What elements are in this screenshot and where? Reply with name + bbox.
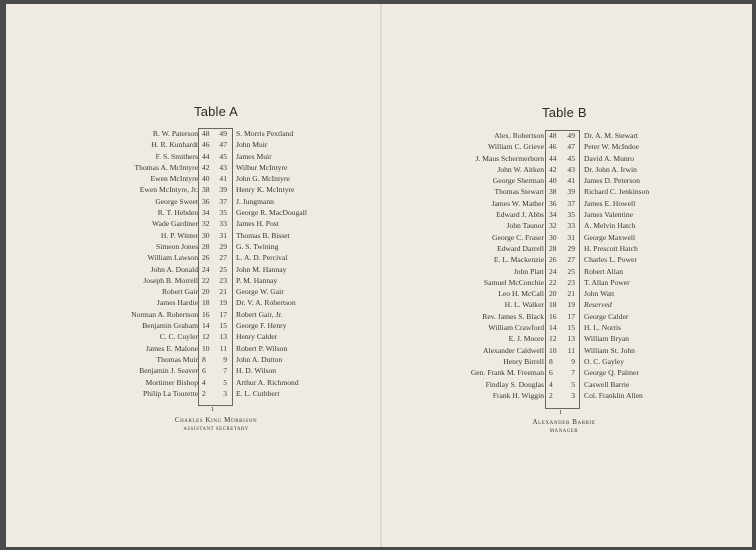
left-name: Edward Darrell xyxy=(496,243,544,253)
right-seat-number: 21 xyxy=(567,289,575,299)
left-seat-number: 40 xyxy=(202,174,210,184)
right-seat-number: 5 xyxy=(223,377,227,387)
right-name: George Maxwell xyxy=(584,232,636,242)
left-seat-number: 46 xyxy=(549,142,557,152)
table-b-bottom-number: 1 xyxy=(559,409,563,416)
left-name: Thomas Stewart xyxy=(494,187,544,197)
right-name: James E. Howell xyxy=(584,198,636,208)
right-name: S. Morris Pextland xyxy=(236,129,294,138)
left-seat-number: 44 xyxy=(549,153,557,163)
left-name: Norman A. Robertson xyxy=(131,309,198,319)
left-seat-number: 42 xyxy=(549,164,557,174)
left-seat-number: 2 xyxy=(549,390,553,400)
table-b-signatory-title: MANAGER xyxy=(549,429,579,434)
left-name: Frank H. Wiggin xyxy=(492,390,544,400)
table-row xyxy=(6,184,380,195)
left-name: William Lawson xyxy=(147,253,198,263)
left-name: Henry Birrell xyxy=(503,356,544,366)
right-seat-number: 23 xyxy=(567,277,575,287)
right-seat-number: 3 xyxy=(223,388,227,398)
left-name: Samuel McConchie xyxy=(483,277,544,287)
right-name: O. C. Gayley xyxy=(584,356,625,366)
left-seat-number: 18 xyxy=(549,300,557,310)
table-row xyxy=(382,164,752,175)
right-name: James D. Peterson xyxy=(584,176,640,186)
right-seat-number: 27 xyxy=(219,253,227,263)
right-seat-number: 33 xyxy=(567,221,575,231)
right-seat-number: 21 xyxy=(219,287,227,297)
left-seat-number: 16 xyxy=(202,309,210,319)
right-seat-number: 19 xyxy=(567,300,575,310)
table-a-bottom-number: 1 xyxy=(211,406,215,413)
table-a-title: Table A xyxy=(194,104,239,119)
left-seat-number: 34 xyxy=(549,210,557,220)
right-name: James H. Post xyxy=(236,219,279,229)
left-name: Mortimer Bishop xyxy=(145,377,198,387)
left-seat-number: 4 xyxy=(202,377,206,387)
table-row xyxy=(382,254,752,265)
right-name: John Muir xyxy=(236,140,268,150)
table-row xyxy=(382,345,752,356)
left-name: Ewen McIntyre, Jr. xyxy=(139,185,198,195)
left-name: James W. Mather xyxy=(491,198,544,208)
left-name: William Crawford xyxy=(488,323,544,333)
right-seat-number: 43 xyxy=(567,164,575,174)
left-seat-number: 44 xyxy=(202,151,210,161)
right-name: Reserved xyxy=(584,300,612,310)
left-name: H. L. Walker xyxy=(504,300,544,310)
table-row xyxy=(6,388,380,399)
right-name: Henry Calder xyxy=(236,332,278,342)
left-seat-number: 20 xyxy=(202,287,210,297)
left-name: Robert Gair xyxy=(161,287,198,297)
left-name: Ewen McIntyre xyxy=(150,174,198,184)
right-seat-number: 49 xyxy=(567,131,575,140)
left-seat-number: 46 xyxy=(202,140,210,150)
right-name: E. L. Cuthbert xyxy=(236,388,280,398)
left-name: Thomas Muir xyxy=(156,354,198,364)
right-name: Col. Franklin Allen xyxy=(584,390,643,400)
right-seat-number: 19 xyxy=(219,298,227,308)
right-name: Dr. A. M. Stewart xyxy=(584,131,638,140)
table-row xyxy=(6,230,380,241)
left-seat-number: 24 xyxy=(549,266,557,276)
table-b-title: Table B xyxy=(542,105,587,120)
left-seat-number: 22 xyxy=(549,277,557,287)
right-seat-number: 9 xyxy=(571,356,575,366)
table-row xyxy=(382,141,752,152)
right-seat-number: 45 xyxy=(567,153,575,163)
table-row xyxy=(382,288,752,299)
left-seat-number: 10 xyxy=(549,345,557,355)
left-seat-number: 10 xyxy=(202,343,210,353)
table-a-rows xyxy=(6,128,380,399)
right-name: Robert P. Wilson xyxy=(236,343,288,353)
left-name: William C. Grieve xyxy=(488,142,544,152)
left-seat-number: 2 xyxy=(202,388,206,398)
right-seat-number: 25 xyxy=(219,264,227,274)
left-seat-number: 34 xyxy=(202,208,210,218)
left-seat-number: 18 xyxy=(202,298,210,308)
left-seat-number: 30 xyxy=(549,232,557,242)
table-row xyxy=(382,209,752,220)
left-name: Joseph B. Morrell xyxy=(143,275,198,285)
table-row xyxy=(6,151,380,162)
left-seat-number: 38 xyxy=(202,185,210,195)
left-name: C. C. Cuyler xyxy=(159,332,198,342)
right-name: Arthur A. Richmond xyxy=(236,377,299,387)
left-name: E. L. Mackenzie xyxy=(493,255,544,265)
table-row xyxy=(382,266,752,277)
left-seat-number: 14 xyxy=(549,323,557,333)
right-name: James Muir xyxy=(236,151,272,161)
right-name: Dr. John A. Irwin xyxy=(584,164,637,174)
page-right xyxy=(382,4,752,547)
table-row xyxy=(382,390,752,401)
right-seat-number: 37 xyxy=(567,198,575,208)
table-row xyxy=(6,252,380,263)
left-seat-number: 16 xyxy=(549,311,557,321)
table-row xyxy=(6,331,380,342)
right-name: George Calder xyxy=(584,311,629,321)
left-name: Edward J. Abbs xyxy=(496,210,544,220)
table-row xyxy=(382,243,752,254)
right-name: John G. McIntyre xyxy=(236,174,290,184)
left-name: Gen. Frank M. Freeman xyxy=(470,368,544,378)
table-row xyxy=(6,286,380,297)
right-name: Wilbur McIntyre xyxy=(236,162,288,172)
left-seat-number: 48 xyxy=(549,131,557,140)
right-name: Dr. V. A. Robertson xyxy=(236,298,296,308)
table-row xyxy=(6,297,380,308)
right-seat-number: 31 xyxy=(219,230,227,240)
left-name: George Sweet xyxy=(155,196,198,206)
left-name: Leo H. McCall xyxy=(498,289,544,299)
left-seat-number: 48 xyxy=(202,129,210,138)
left-name: R. T. Hebden xyxy=(157,208,198,218)
table-row xyxy=(382,299,752,310)
table-row xyxy=(6,139,380,150)
table-row xyxy=(6,162,380,173)
right-name: H. Prescott Hatch xyxy=(584,243,638,253)
right-seat-number: 15 xyxy=(567,323,575,333)
right-seat-number: 29 xyxy=(219,241,227,251)
right-seat-number: 31 xyxy=(567,232,575,242)
right-name: George Q. Palmer xyxy=(584,368,639,378)
left-seat-number: 40 xyxy=(549,176,557,186)
left-seat-number: 36 xyxy=(549,198,557,208)
booklet-spread xyxy=(6,4,752,547)
left-seat-number: 42 xyxy=(202,162,210,172)
right-seat-number: 39 xyxy=(219,185,227,195)
left-seat-number: 26 xyxy=(202,253,210,263)
left-name: John W. Aitken xyxy=(497,164,544,174)
right-seat-number: 37 xyxy=(219,196,227,206)
table-a-signatory-name: Charles King Morrison xyxy=(174,416,258,424)
left-seat-number: 4 xyxy=(549,379,553,389)
right-name: George F. Henry xyxy=(236,321,287,331)
left-seat-number: 38 xyxy=(549,187,557,197)
table-row xyxy=(382,333,752,344)
left-name: John A. Donald xyxy=(150,264,198,274)
left-name: R. W. Paterson xyxy=(152,129,198,138)
right-seat-number: 25 xyxy=(567,266,575,276)
right-seat-number: 9 xyxy=(223,354,227,364)
left-seat-number: 8 xyxy=(202,354,206,364)
right-seat-number: 35 xyxy=(219,208,227,218)
left-name: J. Maus Schermerhorn xyxy=(475,153,544,163)
table-row xyxy=(6,365,380,376)
right-name: David A. Munro xyxy=(584,153,634,163)
table-row xyxy=(6,241,380,252)
left-seat-number: 20 xyxy=(549,289,557,299)
right-name: J. Jungmann xyxy=(236,196,274,206)
right-seat-number: 17 xyxy=(567,311,575,321)
right-seat-number: 5 xyxy=(571,379,575,389)
table-row xyxy=(382,198,752,209)
left-name: Wade Gardiner xyxy=(152,219,198,229)
left-name: George Sherman xyxy=(492,176,544,186)
table-row xyxy=(6,264,380,275)
right-seat-number: 29 xyxy=(567,243,575,253)
left-name: H. P. Winter xyxy=(160,230,198,240)
table-row xyxy=(6,173,380,184)
table-b-rows xyxy=(382,130,752,401)
left-seat-number: 8 xyxy=(549,356,553,366)
left-name: Alex. Robertson xyxy=(494,131,544,140)
right-name: P. M. Hannay xyxy=(236,275,278,285)
left-seat-number: 32 xyxy=(549,221,557,231)
right-name: Charles L. Power xyxy=(584,255,637,265)
right-name: Thomas B. Bisset xyxy=(236,230,290,240)
right-seat-number: 35 xyxy=(567,210,575,220)
table-row xyxy=(6,377,380,388)
table-row xyxy=(6,128,380,139)
left-name: Philip La Tourette xyxy=(142,388,198,398)
left-seat-number: 6 xyxy=(202,366,206,376)
right-seat-number: 45 xyxy=(219,151,227,161)
table-row xyxy=(382,277,752,288)
left-seat-number: 28 xyxy=(202,241,210,251)
left-name: Alexander Caldwell xyxy=(483,345,544,355)
table-row xyxy=(6,207,380,218)
table-row xyxy=(382,175,752,186)
table-row xyxy=(382,153,752,164)
left-name: E. J. Moore xyxy=(508,334,544,344)
right-seat-number: 11 xyxy=(567,345,575,355)
table-row xyxy=(6,354,380,365)
table-row xyxy=(382,356,752,367)
right-name: Peter W. McIndoe xyxy=(584,142,640,152)
right-seat-number: 13 xyxy=(219,332,227,342)
left-name: George C. Fraser xyxy=(492,232,544,242)
left-seat-number: 28 xyxy=(549,243,557,253)
right-name: T. Allan Power xyxy=(584,277,630,287)
table-row xyxy=(382,322,752,333)
left-seat-number: 22 xyxy=(202,275,210,285)
right-seat-number: 41 xyxy=(219,174,227,184)
left-name: Benjamin J. Seaver xyxy=(139,366,198,376)
right-name: H. D. Wilson xyxy=(236,366,277,376)
right-name: Robert Allan xyxy=(584,266,624,276)
right-name: G. S. Twining xyxy=(236,241,279,251)
right-seat-number: 17 xyxy=(219,309,227,319)
table-row xyxy=(382,311,752,322)
right-seat-number: 47 xyxy=(567,142,575,152)
left-name: James E. Malone xyxy=(145,343,198,353)
table-b-signatory-name: Alexander Barrie xyxy=(532,418,596,426)
right-name: Henry K. McIntyre xyxy=(236,185,295,195)
left-seat-number: 24 xyxy=(202,264,210,274)
left-name: H. R. Kunhardt xyxy=(151,140,198,150)
right-name: William Bryan xyxy=(584,334,630,344)
right-seat-number: 43 xyxy=(219,162,227,172)
table-row xyxy=(382,220,752,231)
right-seat-number: 11 xyxy=(219,343,227,353)
table-row xyxy=(6,218,380,229)
table-row xyxy=(382,379,752,390)
table-row xyxy=(382,186,752,197)
right-seat-number: 39 xyxy=(567,187,575,197)
right-seat-number: 7 xyxy=(223,366,227,376)
table-a-signatory-title: ASSISTANT SECRETARY xyxy=(183,427,249,432)
table-row xyxy=(6,275,380,286)
right-seat-number: 41 xyxy=(567,176,575,186)
right-seat-number: 3 xyxy=(571,390,575,400)
left-seat-number: 32 xyxy=(202,219,210,229)
left-seat-number: 36 xyxy=(202,196,210,206)
left-name: Rev. James S. Black xyxy=(482,311,544,321)
right-seat-number: 47 xyxy=(219,140,227,150)
right-name: H. L. Norris xyxy=(584,323,622,333)
table-row xyxy=(6,320,380,331)
right-name: Richard C. Jenkinson xyxy=(584,187,650,197)
right-seat-number: 49 xyxy=(219,129,227,138)
right-name: James Valentine xyxy=(584,210,633,220)
page-left xyxy=(6,4,380,547)
table-row xyxy=(6,343,380,354)
left-seat-number: 30 xyxy=(202,230,210,240)
left-name: John Platt xyxy=(513,266,544,276)
right-seat-number: 33 xyxy=(219,219,227,229)
left-seat-number: 12 xyxy=(202,332,210,342)
right-name: Caswell Barrie xyxy=(584,379,630,389)
right-name: John M. Hannay xyxy=(236,264,287,274)
table-row xyxy=(6,196,380,207)
right-name: Robert Gair, Jr. xyxy=(236,309,283,319)
table-row xyxy=(382,232,752,243)
right-name: John A. Dutton xyxy=(236,354,283,364)
right-name: John Watt xyxy=(584,289,615,299)
table-row xyxy=(382,130,752,141)
right-name: A. Melvin Hatch xyxy=(584,221,636,231)
right-seat-number: 13 xyxy=(567,334,575,344)
right-seat-number: 23 xyxy=(219,275,227,285)
left-seat-number: 26 xyxy=(549,255,557,265)
left-name: John Taunor xyxy=(506,221,544,231)
left-name: Simeon Jones xyxy=(156,241,198,251)
left-name: James Hardie xyxy=(156,298,198,308)
right-name: William St. John xyxy=(584,345,635,355)
right-seat-number: 27 xyxy=(567,255,575,265)
left-name: Benjamin Graham xyxy=(142,321,198,331)
right-name: George R. MacDougall xyxy=(236,208,307,218)
left-seat-number: 14 xyxy=(202,321,210,331)
table-row xyxy=(6,309,380,320)
right-seat-number: 15 xyxy=(219,321,227,331)
left-name: Findlay S. Douglas xyxy=(485,379,544,389)
right-seat-number: 7 xyxy=(571,368,575,378)
left-seat-number: 12 xyxy=(549,334,557,344)
right-name: L. A. D. Percival xyxy=(236,253,288,263)
left-name: Thomas A. McIntyre xyxy=(134,162,198,172)
right-name: George W. Gair xyxy=(236,287,284,297)
left-seat-number: 6 xyxy=(549,368,553,378)
left-name: F. S. Smithers xyxy=(155,151,198,161)
table-row xyxy=(382,367,752,378)
